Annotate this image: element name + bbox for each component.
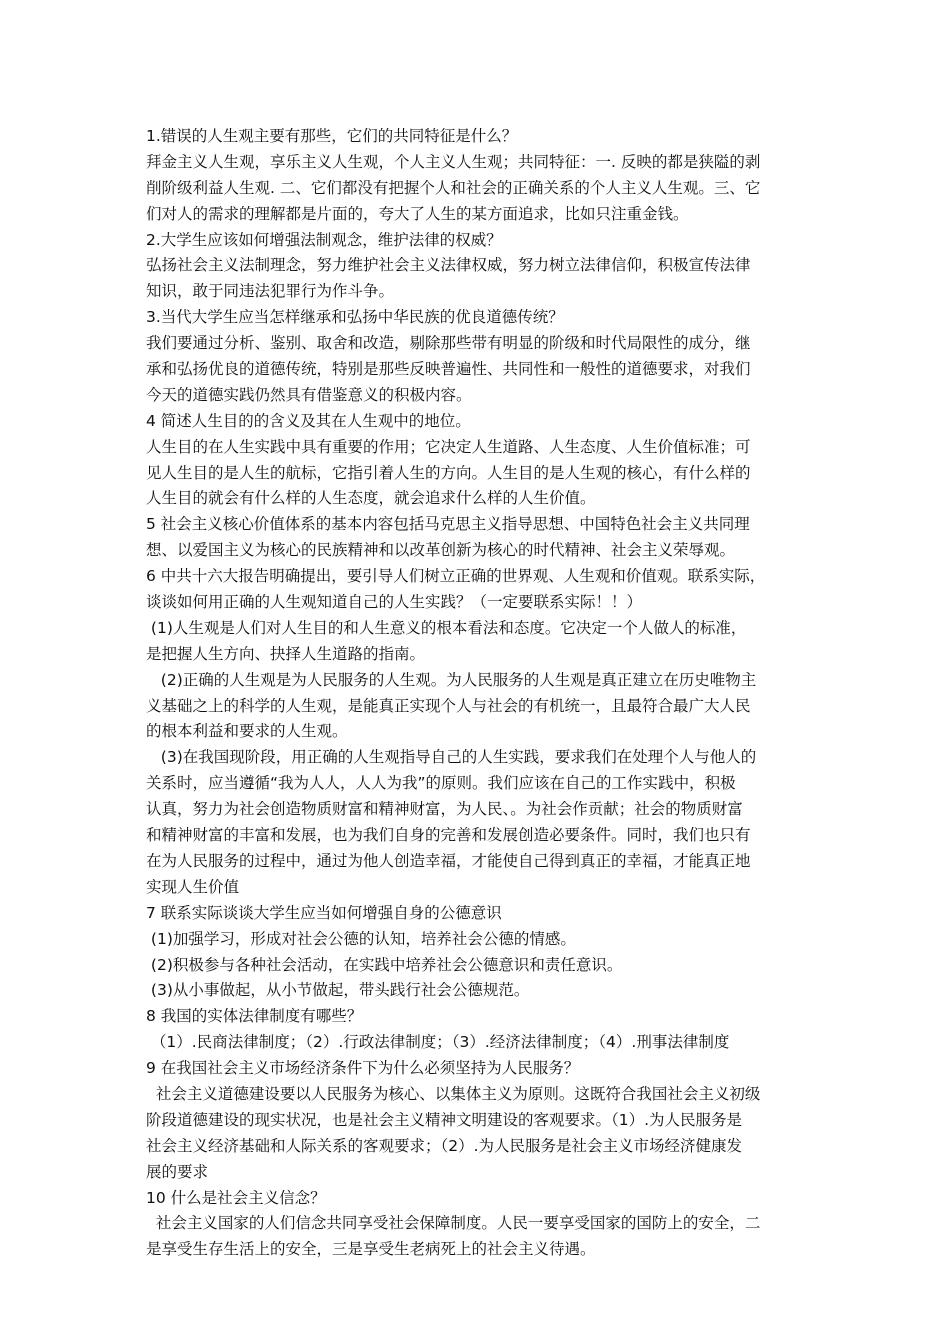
- text-line: （1）.民商法律制度；（2）.行政法律制度；（3）.经济法律制度；（4）.刑事法律制度: [146, 1033, 730, 1052]
- text-line: 削阶级利益人生观. 二、它们都没有把握个人和社会的正确关系的个人主义人生观。三、它: [146, 178, 761, 197]
- text-line: 6 中共十六大报告明确提出，要引导人们树立正确的世界观、人生观和价值观。联系实际，: [146, 567, 766, 586]
- text-line: 展的要求: [146, 1162, 209, 1181]
- text-line: (3)从小事做起，从小节做起，带头践行社会公德规范。: [146, 981, 530, 1000]
- text-line: 们对人的需求的理解都是片面的，夸大了人生的某方面追求，比如只注重金钱。: [146, 204, 689, 223]
- text-line: 阶段道德建设的现实状况，也是社会主义精神文明建设的客观要求。（1）.为人民服务是: [146, 1110, 743, 1129]
- text-line: 4 简述人生目的的含义及其在人生观中的地位。: [146, 411, 471, 430]
- text-line: 的根本利益和要求的人生观。: [146, 722, 348, 741]
- text-line: (2)积极参与各种社会活动，在实践中培养社会公德意识和责任意识。: [146, 955, 623, 974]
- text-line: (2)正确的人生观是为人民服务的人生观。为人民服务的人生观是真正建立在历史唯物主: [146, 670, 757, 689]
- text-line: 2.大学生应该如何增强法制观念，维护法律的权威？: [146, 230, 502, 249]
- text-line: 知识，敢于同违法犯罪行为作斗争。: [146, 282, 395, 301]
- text-line: (3)在我国现阶段，用正确的人生观指导自己的人生实践，要求我们在处理个人与他人的: [146, 748, 757, 767]
- text-line: 拜金主义人生观，享乐主义人生观，个人主义人生观；共同特征：一. 反映的都是狭隘的剥: [146, 152, 761, 171]
- text-line: 社会主义道德建设要以人民服务为核心、以集体主义为原则。这既符合我国社会主义初级: [146, 1084, 761, 1103]
- text-line: 实现人生价值: [146, 877, 240, 896]
- text-line: 弘扬社会主义法制理念，努力维护社会主义法律权威，努力树立法律信仰，积极宣传法律: [146, 256, 751, 275]
- text-line: 8 我国的实体法律制度有哪些？: [146, 1007, 363, 1026]
- text-line: (1)人生观是人们对人生目的和人生意义的根本看法和态度。它决定一个人做人的标准，: [146, 618, 747, 637]
- text-line: 是把握人生方向、抉择人生道路的指南。: [146, 644, 426, 663]
- text-line: 见人生目的是人生的航标，它指引着人生的方向。人生目的是人生观的核心，有什么样的: [146, 463, 751, 482]
- text-line: 7 联系实际谈谈大学生应当如何增强自身的公德意识: [146, 903, 502, 922]
- text-line: 今天的道德实践仍然具有借鉴意义的积极内容。: [146, 385, 472, 404]
- text-line: 关系时，应当遵循“我为人人，人人为我”的原则。我们应该在自己的工作实践中，积极: [146, 774, 736, 793]
- text-line: 3.当代大学生应当怎样继承和弘扬中华民族的优良道德传统？: [146, 308, 564, 327]
- text-line: 社会主义国家的人们信念共同享受社会保障制度。人民一要享受国家的国防上的安全，二: [146, 1214, 761, 1233]
- text-line: 社会主义经济基础和人际关系的客观要求；（2）.为人民服务是社会主义市场经济健康发: [146, 1136, 743, 1155]
- document-body: [146, 124, 810, 1263]
- text-line: 人生目的在人生实践中具有重要的作用；它决定人生道路、人生态度、人生价值标准；可: [146, 437, 751, 456]
- text-line: 5 社会主义核心价值体系的基本内容包括马克思主义指导思想、中国特色社会主义共同理: [146, 515, 750, 534]
- text-line: 我们要通过分析、鉴别、取舍和改造，剔除那些带有明显的阶级和时代局限性的成分，继: [146, 334, 751, 353]
- text-line: 在为人民服务的过程中，通过为他人创造幸福，才能使自己得到真正的幸福，才能真正地: [146, 851, 751, 870]
- text-line: (1)加强学习，形成对社会公德的认知，培养社会公德的情感。: [146, 929, 576, 948]
- text-line: 义基础之上的科学的人生观，是能真正实现个人与社会的有机统一，且最符合最广大人民: [146, 696, 751, 715]
- text-line: 承和弘扬优良的道德传统，特别是那些反映普遍性、共同性和一般性的道德要求，对我们: [146, 360, 751, 379]
- text-line: 9 在我国社会主义市场经济条件下为什么必须坚持为人民服务？: [146, 1059, 580, 1078]
- text-line: 是享受生存生活上的安全，三是享受生老病死上的社会主义待遇。: [146, 1240, 596, 1259]
- text-line: 人生目的就会有什么样的人生态度，就会追求什么样的人生价值。: [146, 489, 596, 508]
- text-line: 认真，努力为社会创造物质财富和精神财富，为人民、。为社会作贡献；社会的物质财富: [146, 800, 743, 819]
- text-line: 谈谈如何用正确的人生观知道自己的人生实践？（一定要联系实际！！）: [146, 593, 643, 612]
- text-line: 10 什么是社会主义信念？: [146, 1188, 326, 1207]
- text-line: 1.错误的人生观主要有那些，它们的共同特征是什么？: [146, 127, 518, 145]
- text-line: 想、以爱国主义为核心的民族精神和以改革创新为核心的时代精神、社会主义荣辱观。: [146, 541, 736, 560]
- text-line: 和精神财富的丰富和发展，也为我们自身的完善和发展创造必要条件。同时，我们也只有: [146, 826, 751, 845]
